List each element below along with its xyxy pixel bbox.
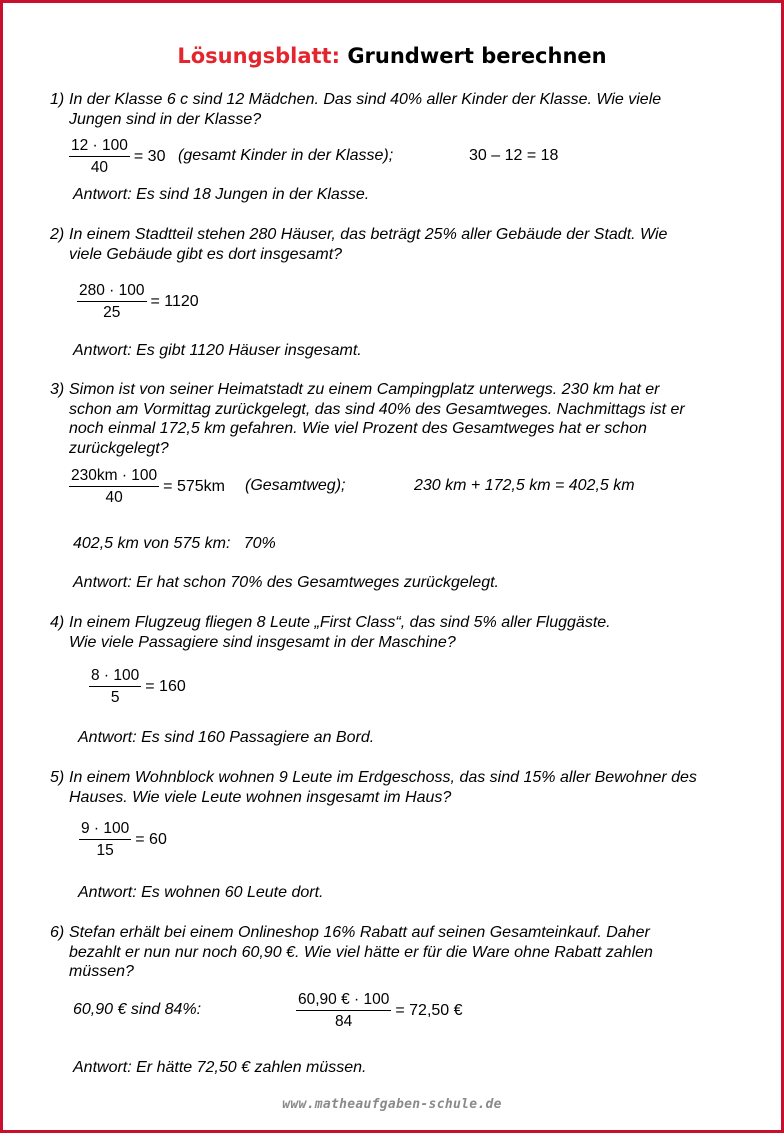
denominator: 40 — [90, 159, 109, 176]
question-line: bezahlt er nun nur noch 60,90 €. Wie viel hätte er für die Ware ohne Rabatt zahlen — [69, 943, 653, 961]
question-line: zurückgelegt? — [69, 439, 169, 457]
task-4-answer: Antwort: Es sind 160 Passagiere an Bord. — [78, 729, 375, 746]
task-3-note: (Gesamtweg); — [245, 477, 346, 494]
footer-website: www.matheaufgaben-schule.de — [282, 1097, 502, 1112]
task-number: 4) — [50, 614, 65, 631]
question-line: In einem Flugzeug fliegen 8 Leute „First Class“, das sind 5% aller Fluggäste. — [69, 614, 611, 631]
title-topic: Grundwert berechnen — [347, 44, 607, 68]
fraction — [69, 137, 130, 176]
task-5-formula — [79, 820, 167, 859]
numerator: 280 · 100 — [77, 282, 147, 302]
task-4-formula — [89, 667, 186, 706]
formula-result: = 1120 — [150, 292, 199, 310]
formula-result: = 160 — [145, 677, 186, 695]
task-number: 6) — [50, 924, 65, 941]
question-line: In der Klasse 6 c sind 12 Mädchen. Das sind 40% aller Kinder der Klasse. Wie viele — [69, 91, 662, 108]
task-3-calc: 230 km + 172,5 km = 402,5 km — [414, 477, 635, 494]
formula-result: = 60 — [135, 830, 167, 848]
formula-result: = 30 — [133, 147, 166, 165]
question-line: Wie viele Passagiere sind insgesamt in der Maschine? — [69, 633, 456, 651]
task-number: 5) — [50, 769, 65, 786]
task-1-note: (gesamt Kinder in der Klasse); — [178, 147, 394, 164]
denominator: 40 — [105, 489, 123, 506]
numerator: 9 · 100 — [79, 820, 131, 840]
question-line: schon am Vormittag zurückgelegt, das sind 40% des Gesamtweges. Nachmittags ist er — [69, 400, 685, 418]
fraction — [296, 991, 391, 1030]
task-number: 2) — [50, 226, 65, 243]
question-line: Simon ist von seiner Heimatstadt zu einem Campingplatz unterwegs. 230 km hat er — [69, 381, 660, 398]
question-line: In einem Wohnblock wohnen 9 Leute im Erdgeschoss, das sind 15% aller Bewohner des — [69, 769, 697, 786]
fraction — [69, 467, 159, 506]
fraction — [77, 282, 147, 321]
question-line: müssen? — [69, 963, 134, 980]
task-6-given: 60,90 € sind 84%: — [73, 1001, 202, 1018]
task-1-answer: Antwort: Es sind 18 Jungen in der Klasse. — [73, 186, 370, 203]
denominator: 5 — [110, 689, 120, 706]
denominator: 84 — [335, 1013, 353, 1030]
formula-result: = 575km — [163, 477, 225, 495]
formula-result: = 72,50 € — [395, 1001, 463, 1019]
task-3-percentage: 402,5 km von 575 km: 70% — [73, 535, 276, 552]
task-2-formula — [77, 282, 199, 321]
title-label: Lösungsblatt: — [177, 44, 340, 68]
task-3-answer: Antwort: Er hat schon 70% des Gesamtweges zurückgelegt. — [73, 574, 499, 591]
task-6-answer: Antwort: Er hätte 72,50 € zahlen müssen. — [73, 1059, 367, 1076]
denominator: 15 — [96, 842, 114, 859]
task-2-answer: Antwort: Es gibt 1120 Häuser insgesamt. — [73, 342, 362, 359]
question-line: In einem Stadtteil stehen 280 Häuser, das beträgt 25% aller Gebäude der Stadt. Wie — [69, 226, 668, 243]
question-line: viele Gebäude gibt es dort insgesamt? — [69, 245, 343, 263]
question-line: Hauses. Wie viele Leute wohnen insgesamt im Haus? — [69, 788, 452, 806]
task-5-answer: Antwort: Es wohnen 60 Leute dort. — [78, 884, 324, 901]
question-line: Jungen sind in der Klasse? — [69, 110, 262, 128]
denominator: 25 — [103, 304, 121, 321]
task-1-formula — [69, 137, 165, 176]
fraction — [79, 820, 131, 859]
task-3-formula — [69, 467, 225, 506]
question-line: noch einmal 172,5 km gefahren. Wie viel Prozent des Gesamtweges hat er schon — [69, 420, 647, 437]
numerator: 230km · 100 — [69, 467, 159, 487]
numerator: 12 · 100 — [69, 137, 130, 157]
question-line: Stefan erhält bei einem Onlineshop 16% Rabatt auf seinen Gesamteinkauf. Daher — [69, 924, 650, 941]
fraction — [89, 667, 141, 706]
task-number: 1) — [50, 91, 65, 108]
task-number: 3) — [50, 381, 65, 398]
numerator: 8 · 100 — [89, 667, 141, 687]
numerator: 60,90 € · 100 — [296, 991, 391, 1011]
page-title — [3, 44, 781, 68]
task-6-formula — [296, 991, 463, 1030]
task-1-calc: 30 – 12 = 18 — [469, 147, 559, 164]
